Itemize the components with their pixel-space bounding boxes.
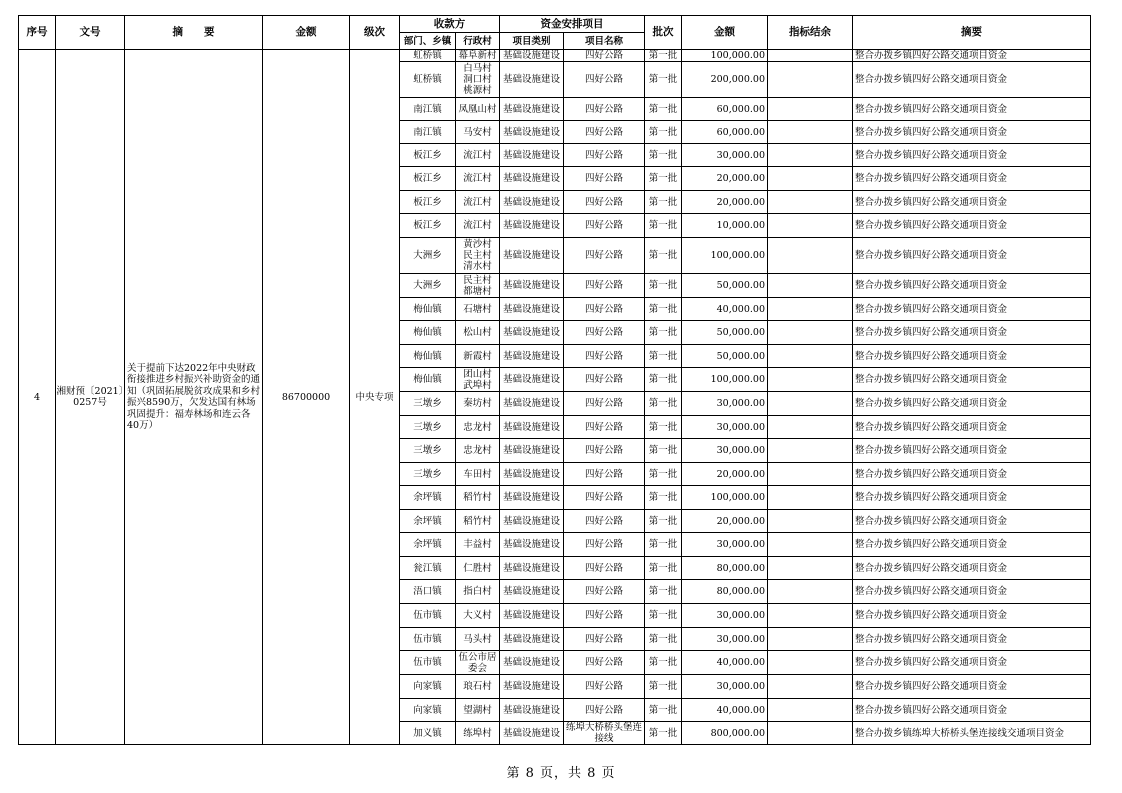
cell-balance — [768, 321, 853, 345]
cell-amount: 40,000.00 — [682, 699, 768, 722]
cell-amount: 60,000.00 — [682, 98, 768, 121]
cell-project-name: 四好公路 — [564, 368, 645, 392]
cell-project-name: 四好公路 — [564, 62, 645, 98]
cell-balance — [768, 510, 853, 533]
cell-town: 三墩乡 — [400, 416, 456, 439]
cell-batch: 第一批 — [645, 604, 682, 628]
table-row — [19, 50, 1091, 62]
cell-amount: 80,000.00 — [682, 557, 768, 580]
cell-village: 民主村 都塘村 — [456, 274, 500, 298]
cell-balance — [768, 121, 853, 144]
cell-town: 南江镇 — [400, 98, 456, 121]
cell-remark: 整合办拨乡镇四好公路交通项目资金 — [853, 50, 1091, 62]
cell-village: 指白村 — [456, 580, 500, 604]
header-seq: 序号 — [19, 16, 56, 50]
cell-project-type: 基础设施建设 — [500, 463, 564, 486]
cell-project-type: 基础设施建设 — [500, 486, 564, 510]
cell-balance — [768, 675, 853, 699]
cell-amount: 10,000.00 — [682, 214, 768, 238]
cell-village: 车田村 — [456, 463, 500, 486]
cell-remark: 整合办拨乡镇四好公路交通项目资金 — [853, 121, 1091, 144]
cell-batch: 第一批 — [645, 321, 682, 345]
cell-project-name: 四好公路 — [564, 557, 645, 580]
cell-village: 秦坊村 — [456, 392, 500, 416]
cell-remark: 整合办拨乡镇四好公路交通项目资金 — [853, 238, 1091, 274]
cell-balance — [768, 416, 853, 439]
cell-town: 三墩乡 — [400, 463, 456, 486]
cell-batch: 第一批 — [645, 392, 682, 416]
cell-batch: 第一批 — [645, 167, 682, 191]
allocation-table — [18, 15, 1091, 745]
cell-project-name: 四好公路 — [564, 191, 645, 214]
header-project-name: 项目名称 — [564, 33, 645, 50]
cell-project-name: 练埠大桥桥头堡连 接线 — [564, 722, 645, 745]
header-summary: 摘 要 — [125, 16, 263, 50]
cell-project-name: 四好公路 — [564, 486, 645, 510]
cell-village: 流江村 — [456, 214, 500, 238]
cell-batch: 第一批 — [645, 274, 682, 298]
header-project-type: 项目类别 — [500, 33, 564, 50]
cell-batch: 第一批 — [645, 557, 682, 580]
cell-project-name: 四好公路 — [564, 392, 645, 416]
cell-project-type: 基础设施建设 — [500, 345, 564, 368]
cell-town: 伍市镇 — [400, 651, 456, 675]
cell-remark: 整合办拨乡镇四好公路交通项目资金 — [853, 439, 1091, 463]
cell-remark: 整合办拨乡镇练埠大桥桥头堡连接线交通项目资金 — [853, 722, 1091, 745]
cell-project-name: 四好公路 — [564, 604, 645, 628]
cell-batch: 第一批 — [645, 699, 682, 722]
cell-amount: 20,000.00 — [682, 167, 768, 191]
cell-balance — [768, 298, 853, 321]
cell-amount: 30,000.00 — [682, 604, 768, 628]
cell-balance — [768, 722, 853, 745]
cell-project-type: 基础设施建设 — [500, 675, 564, 699]
header-remark: 摘要 — [853, 16, 1091, 50]
cell-town: 南江镇 — [400, 121, 456, 144]
table-body — [19, 50, 1091, 745]
cell-balance — [768, 463, 853, 486]
cell-remark: 整合办拨乡镇四好公路交通项目资金 — [853, 533, 1091, 557]
cell-project-name: 四好公路 — [564, 699, 645, 722]
cell-project-type: 基础设施建设 — [500, 651, 564, 675]
cell-project-type: 基础设施建设 — [500, 580, 564, 604]
cell-town: 瓮江镇 — [400, 557, 456, 580]
cell-project-type: 基础设施建设 — [500, 439, 564, 463]
cell-remark: 整合办拨乡镇四好公路交通项目资金 — [853, 675, 1091, 699]
cell-remark: 整合办拨乡镇四好公路交通项目资金 — [853, 416, 1091, 439]
cell-amount: 100,000.00 — [682, 50, 768, 62]
cell-batch: 第一批 — [645, 486, 682, 510]
cell-village: 流江村 — [456, 144, 500, 167]
cell-project-name: 四好公路 — [564, 675, 645, 699]
allocation-table-sheet — [18, 15, 1090, 745]
cell-amount: 40,000.00 — [682, 298, 768, 321]
cell-remark: 整合办拨乡镇四好公路交通项目资金 — [853, 167, 1091, 191]
cell-project-type: 基础设施建设 — [500, 62, 564, 98]
cell-amount: 100,000.00 — [682, 368, 768, 392]
cell-balance — [768, 167, 853, 191]
cell-project-type: 基础设施建设 — [500, 214, 564, 238]
cell-project-name: 四好公路 — [564, 167, 645, 191]
cell-village: 丰益村 — [456, 533, 500, 557]
header-balance: 指标结余 — [768, 16, 853, 50]
cell-balance — [768, 580, 853, 604]
cell-project-type: 基础设施建设 — [500, 167, 564, 191]
cell-village: 团山村 武埠村 — [456, 368, 500, 392]
cell-amount: 100,000.00 — [682, 486, 768, 510]
header-batch: 批次 — [645, 16, 682, 50]
cell-balance — [768, 98, 853, 121]
cell-batch: 第一批 — [645, 675, 682, 699]
cell-village: 马头村 — [456, 628, 500, 651]
cell-balance — [768, 368, 853, 392]
cell-project-type: 基础设施建设 — [500, 144, 564, 167]
cell-batch: 第一批 — [645, 62, 682, 98]
cell-project-name: 四好公路 — [564, 510, 645, 533]
cell-project-name: 四好公路 — [564, 416, 645, 439]
cell-batch: 第一批 — [645, 121, 682, 144]
cell-village: 松山村 — [456, 321, 500, 345]
cell-balance — [768, 62, 853, 98]
cell-batch: 第一批 — [645, 722, 682, 745]
cell-village: 望湖村 — [456, 699, 500, 722]
cell-balance — [768, 274, 853, 298]
cell-project-name: 四好公路 — [564, 533, 645, 557]
cell-village: 稻竹村 — [456, 486, 500, 510]
cell-batch: 第一批 — [645, 238, 682, 274]
cell-remark: 整合办拨乡镇四好公路交通项目资金 — [853, 191, 1091, 214]
cell-project-name: 四好公路 — [564, 463, 645, 486]
cell-remark: 整合办拨乡镇四好公路交通项目资金 — [853, 486, 1091, 510]
cell-village: 流江村 — [456, 167, 500, 191]
cell-amount: 50,000.00 — [682, 274, 768, 298]
cell-town: 加义镇 — [400, 722, 456, 745]
cell-batch: 第一批 — [645, 510, 682, 533]
cell-remark: 整合办拨乡镇四好公路交通项目资金 — [853, 368, 1091, 392]
header-recipient: 收款方 — [400, 16, 500, 33]
page-footer: 第 8 页，共 8 页 — [506, 766, 616, 781]
cell-project-type: 基础设施建设 — [500, 510, 564, 533]
cell-project-type: 基础设施建设 — [500, 274, 564, 298]
cell-remark: 整合办拨乡镇四好公路交通项目资金 — [853, 144, 1091, 167]
cell-town: 大洲乡 — [400, 274, 456, 298]
cell-project-name: 四好公路 — [564, 50, 645, 62]
cell-balance — [768, 191, 853, 214]
cell-project-name: 四好公路 — [564, 238, 645, 274]
cell-village: 幕阜新村 — [456, 50, 500, 62]
cell-town: 向家镇 — [400, 675, 456, 699]
cell-project-name: 四好公路 — [564, 144, 645, 167]
cell-project-name: 四好公路 — [564, 439, 645, 463]
cell-project-type: 基础设施建设 — [500, 628, 564, 651]
cell-project-name: 四好公路 — [564, 628, 645, 651]
cell-village: 马安村 — [456, 121, 500, 144]
cell-village: 黄沙村 民主村 清水村 — [456, 238, 500, 274]
cell-batch: 第一批 — [645, 50, 682, 62]
cell-town: 板江乡 — [400, 167, 456, 191]
cell-batch: 第一批 — [645, 533, 682, 557]
cell-remark: 整合办拨乡镇四好公路交通项目资金 — [853, 651, 1091, 675]
header-doc-no: 文号 — [56, 16, 125, 50]
cell-project-name: 四好公路 — [564, 321, 645, 345]
cell-project-type: 基础设施建设 — [500, 298, 564, 321]
cell-village: 忠龙村 — [456, 416, 500, 439]
header-funding: 资金安排项目 — [500, 16, 645, 33]
cell-project-name: 四好公路 — [564, 214, 645, 238]
cell-amount: 30,000.00 — [682, 416, 768, 439]
cell-remark: 整合办拨乡镇四好公路交通项目资金 — [853, 510, 1091, 533]
cell-project-name: 四好公路 — [564, 298, 645, 321]
header-amount: 金额 — [263, 16, 350, 50]
cell-village: 仁胜村 — [456, 557, 500, 580]
cell-project-type: 基础设施建设 — [500, 699, 564, 722]
cell-amount: 80,000.00 — [682, 580, 768, 604]
cell-town: 虹桥镇 — [400, 62, 456, 98]
cell-batch: 第一批 — [645, 98, 682, 121]
header-village: 行政村 — [456, 33, 500, 50]
cell-town: 余坪镇 — [400, 533, 456, 557]
cell-town: 余坪镇 — [400, 486, 456, 510]
cell-village: 琅石村 — [456, 675, 500, 699]
cell-balance — [768, 50, 853, 62]
cell-amount: 30,000.00 — [682, 144, 768, 167]
cell-project-name: 四好公路 — [564, 274, 645, 298]
cell-project-name: 四好公路 — [564, 98, 645, 121]
cell-town: 梅仙镇 — [400, 298, 456, 321]
cell-town: 伍市镇 — [400, 628, 456, 651]
cell-remark: 整合办拨乡镇四好公路交通项目资金 — [853, 699, 1091, 722]
cell-remark: 整合办拨乡镇四好公路交通项目资金 — [853, 557, 1091, 580]
group-level: 中央专项 — [350, 50, 400, 745]
cell-town: 梅仙镇 — [400, 345, 456, 368]
cell-balance — [768, 144, 853, 167]
cell-town: 三墩乡 — [400, 392, 456, 416]
cell-batch: 第一批 — [645, 416, 682, 439]
cell-project-name: 四好公路 — [564, 121, 645, 144]
cell-amount: 30,000.00 — [682, 628, 768, 651]
cell-project-type: 基础设施建设 — [500, 121, 564, 144]
cell-project-type: 基础设施建设 — [500, 98, 564, 121]
cell-balance — [768, 486, 853, 510]
cell-amount: 40,000.00 — [682, 651, 768, 675]
cell-village: 石塘村 — [456, 298, 500, 321]
cell-balance — [768, 651, 853, 675]
cell-remark: 整合办拨乡镇四好公路交通项目资金 — [853, 274, 1091, 298]
cell-batch: 第一批 — [645, 144, 682, 167]
cell-amount: 50,000.00 — [682, 345, 768, 368]
cell-project-name: 四好公路 — [564, 345, 645, 368]
cell-project-type: 基础设施建设 — [500, 321, 564, 345]
cell-batch: 第一批 — [645, 651, 682, 675]
cell-village: 流江村 — [456, 191, 500, 214]
cell-remark: 整合办拨乡镇四好公路交通项目资金 — [853, 62, 1091, 98]
cell-town: 余坪镇 — [400, 510, 456, 533]
cell-balance — [768, 628, 853, 651]
cell-amount: 50,000.00 — [682, 321, 768, 345]
cell-remark: 整合办拨乡镇四好公路交通项目资金 — [853, 298, 1091, 321]
cell-town: 虹桥镇 — [400, 50, 456, 62]
cell-batch: 第一批 — [645, 368, 682, 392]
cell-project-name: 四好公路 — [564, 580, 645, 604]
cell-batch: 第一批 — [645, 298, 682, 321]
cell-project-type: 基础设施建设 — [500, 416, 564, 439]
cell-amount: 60,000.00 — [682, 121, 768, 144]
cell-project-type: 基础设施建设 — [500, 604, 564, 628]
cell-balance — [768, 604, 853, 628]
cell-village: 新霞村 — [456, 345, 500, 368]
group-summary: 关于提前下达2022年中央财政衔接推进乡村振兴补助资金的通知（巩固拓展脱贫攻成果和乡村振兴8590万，欠发达国有林场巩固提升：福寿林场和连云各40万） — [125, 50, 263, 745]
header-alloc-amount: 金额 — [682, 16, 768, 50]
cell-amount: 100,000.00 — [682, 238, 768, 274]
cell-village: 忠龙村 — [456, 439, 500, 463]
cell-amount: 20,000.00 — [682, 510, 768, 533]
cell-amount: 30,000.00 — [682, 439, 768, 463]
cell-village: 大义村 — [456, 604, 500, 628]
cell-batch: 第一批 — [645, 463, 682, 486]
cell-batch: 第一批 — [645, 439, 682, 463]
cell-remark: 整合办拨乡镇四好公路交通项目资金 — [853, 628, 1091, 651]
cell-batch: 第一批 — [645, 345, 682, 368]
cell-village: 伍公市居 委会 — [456, 651, 500, 675]
cell-remark: 整合办拨乡镇四好公路交通项目资金 — [853, 345, 1091, 368]
cell-town: 浯口镇 — [400, 580, 456, 604]
cell-balance — [768, 392, 853, 416]
cell-amount: 200,000.00 — [682, 62, 768, 98]
cell-balance — [768, 557, 853, 580]
cell-village: 白马村 洞口村 桃源村 — [456, 62, 500, 98]
cell-remark: 整合办拨乡镇四好公路交通项目资金 — [853, 98, 1091, 121]
header-level: 级次 — [350, 16, 400, 50]
cell-remark: 整合办拨乡镇四好公路交通项目资金 — [853, 214, 1091, 238]
cell-amount: 800,000.00 — [682, 722, 768, 745]
cell-remark: 整合办拨乡镇四好公路交通项目资金 — [853, 321, 1091, 345]
cell-amount: 30,000.00 — [682, 533, 768, 557]
cell-town: 大洲乡 — [400, 238, 456, 274]
cell-town: 梅仙镇 — [400, 321, 456, 345]
cell-batch: 第一批 — [645, 214, 682, 238]
cell-project-type: 基础设施建设 — [500, 238, 564, 274]
cell-amount: 30,000.00 — [682, 392, 768, 416]
cell-town: 板江乡 — [400, 214, 456, 238]
cell-amount: 20,000.00 — [682, 463, 768, 486]
cell-balance — [768, 345, 853, 368]
header-dept-town: 部门、乡镇 — [400, 33, 456, 50]
cell-batch: 第一批 — [645, 191, 682, 214]
cell-town: 向家镇 — [400, 699, 456, 722]
cell-town: 伍市镇 — [400, 604, 456, 628]
cell-project-name: 四好公路 — [564, 651, 645, 675]
cell-balance — [768, 238, 853, 274]
cell-project-type: 基础设施建设 — [500, 392, 564, 416]
group-seq: 4 — [19, 50, 56, 745]
cell-balance — [768, 214, 853, 238]
group-doc-no: 湘财预〔2021〕0257号 — [56, 50, 125, 745]
cell-town: 板江乡 — [400, 144, 456, 167]
cell-remark: 整合办拨乡镇四好公路交通项目资金 — [853, 392, 1091, 416]
cell-project-type: 基础设施建设 — [500, 557, 564, 580]
cell-town: 板江乡 — [400, 191, 456, 214]
cell-village: 稻竹村 — [456, 510, 500, 533]
cell-remark: 整合办拨乡镇四好公路交通项目资金 — [853, 463, 1091, 486]
group-amount: 86700000 — [263, 50, 350, 745]
cell-village: 凤凰山村 — [456, 98, 500, 121]
cell-remark: 整合办拨乡镇四好公路交通项目资金 — [853, 580, 1091, 604]
cell-balance — [768, 533, 853, 557]
cell-amount: 30,000.00 — [682, 675, 768, 699]
cell-project-type: 基础设施建设 — [500, 191, 564, 214]
cell-amount: 20,000.00 — [682, 191, 768, 214]
cell-village: 练埠村 — [456, 722, 500, 745]
cell-project-type: 基础设施建设 — [500, 50, 564, 62]
cell-balance — [768, 699, 853, 722]
cell-town: 梅仙镇 — [400, 368, 456, 392]
cell-project-type: 基础设施建设 — [500, 722, 564, 745]
cell-batch: 第一批 — [645, 628, 682, 651]
cell-project-type: 基础设施建设 — [500, 368, 564, 392]
cell-balance — [768, 439, 853, 463]
cell-batch: 第一批 — [645, 580, 682, 604]
cell-project-type: 基础设施建设 — [500, 533, 564, 557]
cell-remark: 整合办拨乡镇四好公路交通项目资金 — [853, 604, 1091, 628]
cell-town: 三墩乡 — [400, 439, 456, 463]
